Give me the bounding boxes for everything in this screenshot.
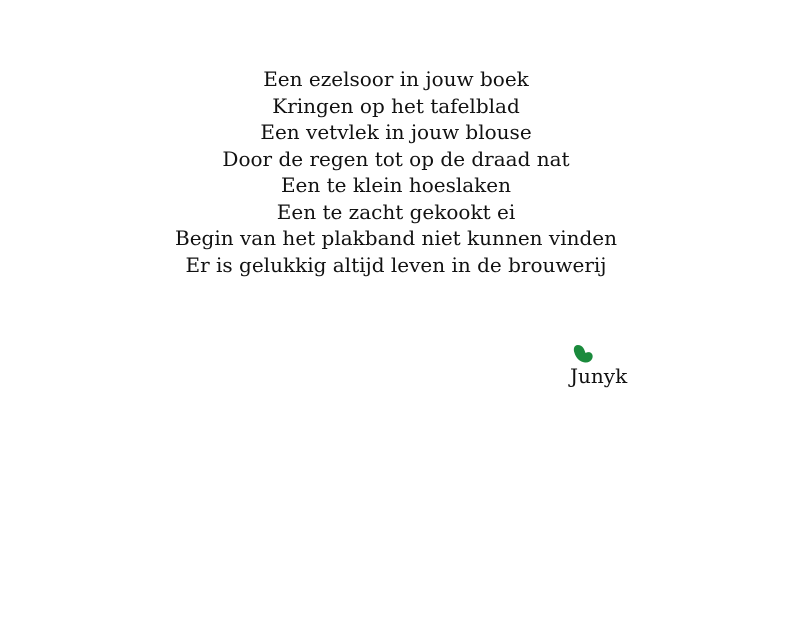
poem-line: Kringen op het tafelblad bbox=[272, 93, 520, 118]
signature bbox=[568, 340, 658, 390]
poem-line: Een te klein hoeslaken bbox=[280, 173, 512, 197]
poem-line: Een vetvlek in jouw blouse bbox=[260, 120, 532, 144]
poem-line: Begin van het plakband niet kunnen vinden bbox=[175, 226, 617, 250]
author-name: Junyk bbox=[570, 364, 628, 388]
poem-line: Een ezelsoor in jouw boek bbox=[263, 67, 529, 91]
poem-line: Er is gelukkig altijd leven in de brouwerij bbox=[185, 252, 607, 277]
poem-line: Door de regen tot op de draad nat bbox=[222, 146, 570, 171]
poem-line: Een te zacht gekookt ei bbox=[276, 199, 516, 224]
green-heart-leaf-icon bbox=[572, 344, 594, 364]
poem bbox=[0, 66, 792, 278]
